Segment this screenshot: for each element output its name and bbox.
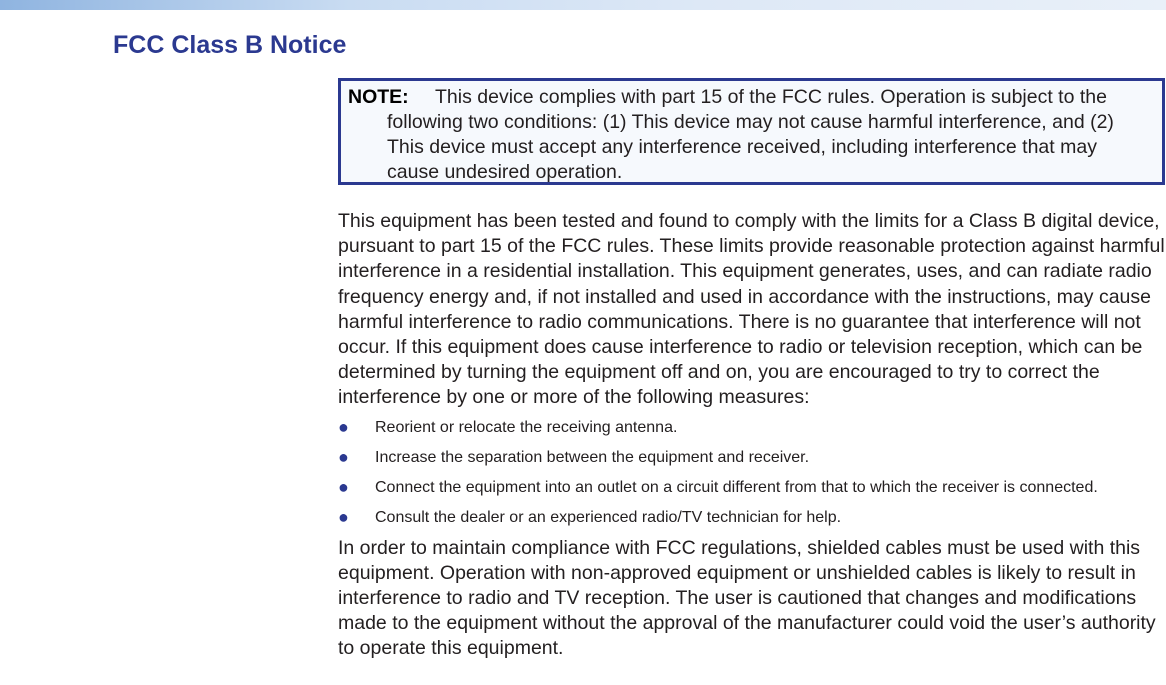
header-band (0, 0, 1166, 10)
bullet-icon: ● (338, 476, 349, 497)
list-item: ● Reorient or relocate the receiving antenna. (338, 416, 678, 437)
page-title: FCC Class B Notice (113, 31, 347, 59)
measures-list (338, 416, 1166, 529)
list-item: ● Consult the dealer or an experienced radio/TV technician for help. (338, 506, 842, 527)
note-body: This device complies with part 15 of the FCC rules. Operation is subject to the following two conditions: (1) This device may not cause harmful interference, and (2) This device must accept any interference received, including interference that may cause undesired operation. (387, 86, 1114, 183)
bullet-icon: ● (338, 416, 349, 437)
note-text (387, 85, 1147, 185)
note-label: NOTE: (348, 86, 409, 108)
note-box (338, 78, 1165, 185)
paragraph-2: In order to maintain compliance with FCC regulations, shielded cables must be used with this equipment. Operation with non-approved equipment or unshielded cables is likely to result in interference to radio and TV reception. The user is cautioned that changes and modifications made to the equipment without the approval of the manufacturer could void the user’s authority to operate this equipment. (338, 536, 1156, 660)
body-content (338, 209, 1166, 662)
bullet-icon: ● (338, 506, 349, 527)
paragraph-1: This equipment has been tested and found to comply with the limits for a Class B digital device, pursuant to part 15 of the FCC rules. These limits provide reasonable protection against harmful interference in a residential installation. This equipment generates, uses, and can radiate radio frequency energy and, if not installed and used in accordance with the instructions, may cause harmful interference to radio communications. There is no guarantee that interference will not occur. If this equipment does cause interference to radio or television reception, which can be determined by turning the equipment off and on, you are encouraged to try to correct the interference by one or more of the following measures: (338, 210, 1165, 409)
list-item: ● Connect the equipment into an outlet on a circuit different from that to which the receiver is connected. (338, 476, 1098, 497)
bullet-icon: ● (338, 446, 349, 467)
list-item: ● Increase the separation between the equipment and receiver. (338, 446, 810, 467)
